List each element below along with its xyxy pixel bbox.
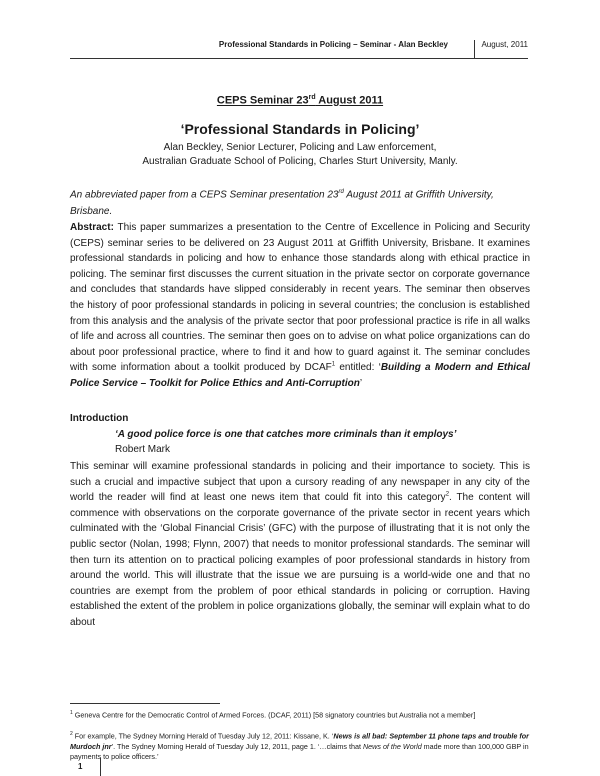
introduction-heading: Introduction: [70, 413, 129, 424]
paper-title: ‘Professional Standards in Policing’: [180, 121, 420, 137]
footnote-ref-1: 1: [331, 362, 336, 369]
epigraph-quote: ‘A good police force is one that catches more criminals than it employs’: [115, 429, 457, 440]
epigraph-author: Robert Mark: [115, 444, 171, 455]
header-date: August, 2011: [474, 40, 528, 58]
author-line-1: Alan Beckley, Senior Lecturer, Policing and Law enforcement,: [163, 142, 437, 153]
toolkit-title: Building a Modern and Ethical Police Service – Toolkit for Police Ethics and Anti-Corruption: [70, 362, 530, 389]
seminar-heading: CEPS Seminar 23rd August 2011: [216, 94, 384, 107]
footnote-rule: [70, 703, 220, 704]
page-header: [70, 40, 528, 58]
footnote-1: $^1$ Geneva Centre for the Democratic Control of Armed Forces. (DCAF, 2011) [58 signatory countries but Australia not a member]: [70, 710, 476, 720]
page-number-box: [70, 758, 101, 776]
header-title: Professional Standards in Policing – Seminar - Alan Beckley: [218, 40, 448, 49]
page-number: 1: [78, 762, 83, 771]
header-rule: [70, 58, 528, 59]
abstract-paragraph: Abstract: This paper summarizes a presentation to the Centre of Excellence in Policing and Security (CEPS) seminar series to be delivered on 23 August 2011 at Griffith University, Brisbane. It examines professional standards in policing and how to enhance those standards along with ethical practice in policing. The seminar first discusses the current situation in the private sector on corporate governance and concludes that standards have slipped considerably in recent years. The seminar then observes the history of poor professional standards in policing in several countries; the conclusion is established from this analysis and the analysis of the private sector that poor professional practice is rife in all walks of life and across all countries. The seminar then goes on to advise on what police organizations can do about poor professional practice, where to find it and how to guard against it. The seminar concludes with some information about a toolkit produced by DCAF$^1$ entitled: ‘Building a Modern and Ethical Police Service – Toolkit for Police Ethics and Anti-Corruption’: [70, 222, 530, 389]
footnote-2: $^2$ For example, The Sydney Morning Herald of Tuesday July 12, 2011: Kissane, K. ‘News is all bad: September 11 phone taps and trouble for Murdoch jnr’. The Sydney Morning Herald of Tuesday July 12, 2011, page 1. ‘…claims that News of the World made more than 100,000 GBP in payments to police officers.’: [70, 731, 529, 762]
author-line-2: Australian Graduate School of Policing, Charles Sturt University, Manly.: [142, 156, 458, 167]
footnote-ref-2: 2: [445, 491, 450, 498]
abbreviated-note: An abbreviated paper from a CEPS Seminar presentation 23rd August 2011 at Griffith University, Brisbane.: [70, 189, 494, 218]
abstract-label: Abstract:: [70, 222, 114, 233]
introduction-paragraph: This seminar will examine professional standards in policing and their importance to society. This is such a crucial and impactive subject that upon a cursory reading of any newspaper in any city of the world the reader will find at least one news item that could fit into this category$^2$. The content will commence with observations on the corporate governance of the private sector in recent years which culminated with the ‘Global Financial Crisis’ (GFC) with the purpose of illustrating that it is not only the public sector (Nolan, 1998; Flynn, 2007) that needs to monitor professional standards. The seminar will then turn its attention on to practical policing examples of poor professional standards in history from around the world. This will illustrate that the issue we are pursuing is a world-wide one and that no countries are exempt from the problem of poor ethical standards in policing or corruption. Having established the extent of the problem in police organizations globally, the seminar will explain what to do about: [70, 461, 530, 628]
